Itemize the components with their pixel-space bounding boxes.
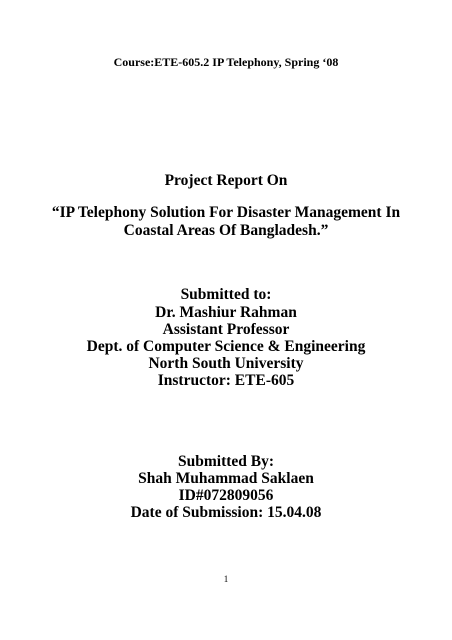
department-name: Dept. of Computer Science & Engineering bbox=[86, 338, 366, 355]
student-id: ID#072809056 bbox=[178, 487, 274, 504]
submission-date: Date of Submission: 15.04.08 bbox=[130, 504, 322, 521]
page-number: 1 bbox=[223, 574, 229, 584]
report-title-line-2: Coastal Areas Of Bangladesh.” bbox=[123, 222, 329, 239]
supervisor-position: Assistant Professor bbox=[162, 321, 290, 338]
supervisor-name: Dr. Mashiur Rahman bbox=[155, 304, 297, 321]
submitted-by-label: Submitted By: bbox=[177, 453, 275, 470]
instructor-line: Instructor: ETE-605 bbox=[157, 372, 295, 389]
submitted-to-label: Submitted to: bbox=[180, 286, 272, 303]
report-heading: Project Report On bbox=[164, 172, 288, 189]
student-name: Shah Muhammad Saklaen bbox=[138, 470, 314, 487]
course-line: Course:ETE-605.2 IP Telephony, Spring ‘08 bbox=[113, 55, 339, 69]
report-title-line-1: “IP Telephony Solution For Disaster Management In bbox=[51, 204, 401, 221]
university-name: North South University bbox=[148, 355, 304, 372]
